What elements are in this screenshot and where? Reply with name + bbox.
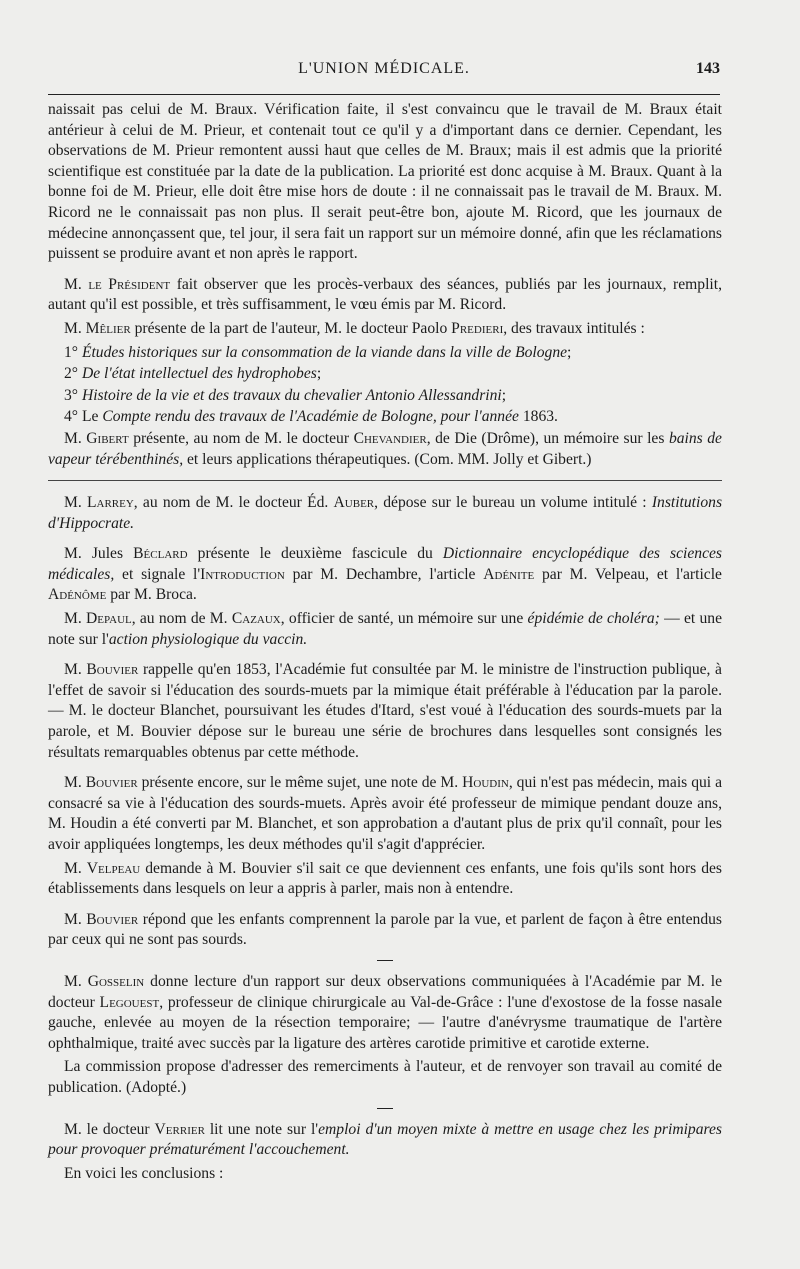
speaker-name: Bouvier [86, 661, 139, 679]
list-item: 1° Études historiques sur la consommation de la viande dans la ville de Bologne; [64, 343, 572, 361]
speaker-name: Bouvier [85, 774, 138, 792]
paragraph-bouvier-2: M. Bouvier présente encore, sur le même sujet, une note de M. Houdin, qui n'est pas médecin, mais qui a consacré sa vie à l'éducation des sourds-muets. Après avoir été professeur de mimique pendant douze ans, M. Houdin a été converti par M. Blanchet, et son approbation a d'autant plus de prix qu'il connaît, pour les avoir appliquées longtemps, les deux méthodes qu'il s'agit d'apprécier. [48, 774, 722, 853]
paragraph-beclard: M. Jules Béclard présente le deuxième fascicule du Dictionnaire encyclopédique des sciences médicales, et signale l'Introduction par M. Dechambre, l'article Adénite par M. Velpeau, et l'article Adénôme par M. Broca. [48, 545, 722, 604]
speaker-name: Gibert [86, 429, 129, 447]
header-rule [48, 94, 720, 95]
author-name: Auber [333, 494, 375, 512]
speaker-name: Depaul [86, 610, 132, 628]
paragraph-bouvier-3: M. Bouvier répond que les enfants comprennent la parole par la vue, et parlent de façon à être entendus par ceux qui ne sont pas sourds. [48, 910, 722, 949]
paragraph-commission: La commission propose d'adresser des remerciments à l'auteur, et de renvoyer son travail au comité de publication. (Adopté.) [48, 1058, 722, 1096]
author-name: Houdin [462, 774, 509, 792]
paragraph-velpeau: M. Velpeau demande à M. Bouvier s'il sait ce que deviennent ces enfants, une fois qu'ils sont hors des établissements dans lesquels on leur a appris à parler, mais non à entendre. [48, 859, 722, 898]
author-name: Predieri [451, 319, 504, 337]
running-title: L'UNION MÉDICALE. [298, 60, 470, 77]
paragraph-president: M. le Président fait observer que les procès-verbaux des séances, publiés par les journaux, remplit, autant qu'il est possible, et très suffisamment, le vœu émis par M. Ricord. [48, 275, 722, 314]
paragraph-bouvier-1: M. Bouvier rappelle qu'en 1853, l'Académie fut consultée par M. le ministre de l'instruction publique, à l'effet de savoir si l'éducation des sourds-muets par la mimique était préférable à l'éducation par la parole. — M. le docteur Blanchet, poursuivant les études d'Itard, s'est voué à l'éducation des sourds-muets par la parole, et M. Bouvier dépose sur le bureau une série de brochures dans lesquelles sont consignés les résultats remarquables obtenus par cette méthode. [48, 661, 722, 761]
paragraph-verrier: M. le docteur Verrier lit une note sur l'emploi d'un moyen mixte à mettre en usage chez les primipares pour provoquer prématurément l'accouchement. [48, 1120, 722, 1159]
speaker-name: le Président [88, 275, 171, 293]
paragraph-melier: M. Mêlier présente de la part de l'auteur, M. le docteur Paolo Predieri, des travaux intitulés : [64, 319, 645, 337]
author-name: Cazaux [231, 610, 281, 628]
speaker-name: Mêlier [85, 319, 131, 337]
speaker-name: Béclard [133, 545, 188, 563]
paragraph-conclusions: En voici les conclusions : [64, 1164, 224, 1182]
section-divider [377, 1108, 393, 1109]
speaker-name: Larrey [86, 494, 134, 512]
section-divider [377, 960, 393, 961]
paragraph-gosselin: M. Gosselin donne lecture d'un rapport sur deux observations communiquées à l'Académie par M. le docteur Legouest, professeur de clinique chirurgicale au Val-de-Grâce : l'une d'exostose de la fosse nasale gauche, enlevée au moyen de la résection temporaire; — l'autre d'anévrysme traumatique de l'artère ophthalmique, traité avec succès par la ligature des artères carotide primitive et carotide externe. [48, 972, 723, 1052]
page-header [48, 60, 720, 86]
paragraph-larrey: M. Larrey, au nom de M. le docteur Éd. Auber, dépose sur le bureau un volume intitulé : Institutions d'Hippocrate. [48, 494, 723, 532]
paragraph-depaul: M. Depaul, au nom de M. Cazaux, officier de santé, un mémoire sur une épidémie de choléra; — et une note sur l'action physiologique du vaccin. [48, 610, 723, 648]
article-body [48, 100, 722, 1187]
paragraph-gibert: M. Gibert présente, au nom de M. le docteur Chevandier, de Die (Drôme), un mémoire sur les bains de vapeur térébenthinés, et leurs applications thérapeutiques. (Com. MM. Jolly et Gibert.) [48, 429, 722, 468]
author-name: Legouest [99, 993, 160, 1011]
list-item: 3° Histoire de la vie et des travaux du chevalier Antonio Allessandrini; [64, 386, 507, 404]
paragraph-ricord: naissait pas celui de M. Braux. Vérification faite, il s'est convaincu que le travail de M. Braux était antérieur à celui de M. Prieur, et contenait tout ce qu'il y a d'important dans ce dernier. Cependant, les observations de M. Prieur remontent aussi haut que celles de M. Braux; mais il est admis que la priorité scientifique est constituée par la date de la publication. La priorité est donc acquise à M. Braux. Quant à la bonne foi de M. Prieur, elle doit être mise hors de doute : il ne connaissait pas le travail de M. Braux. M. Ricord ne le connaissait pas non plus. Il serait peut-être bon, ajoute M. Ricord, que les journaux de médecine annonçassent que, tel jour, il sera fait un rapport sur un mémoire donné, afin que les réclamations puissent se produire avant et non après le rapport. [48, 101, 722, 263]
speaker-name: Gosselin [87, 972, 145, 990]
speaker-name: Velpeau [86, 859, 141, 877]
speaker-name: Bouvier [86, 910, 139, 928]
section-divider [48, 480, 722, 481]
list-item: 2° De l'état intellectuel des hydrophobes; [64, 365, 322, 383]
list-item: 4° Le Compte rendu des travaux de l'Académie de Bologne, pour l'année 1863. [64, 408, 558, 426]
page-number: 143 [696, 60, 720, 77]
author-name: Chevandier [353, 429, 427, 447]
speaker-name: Verrier [154, 1120, 205, 1138]
